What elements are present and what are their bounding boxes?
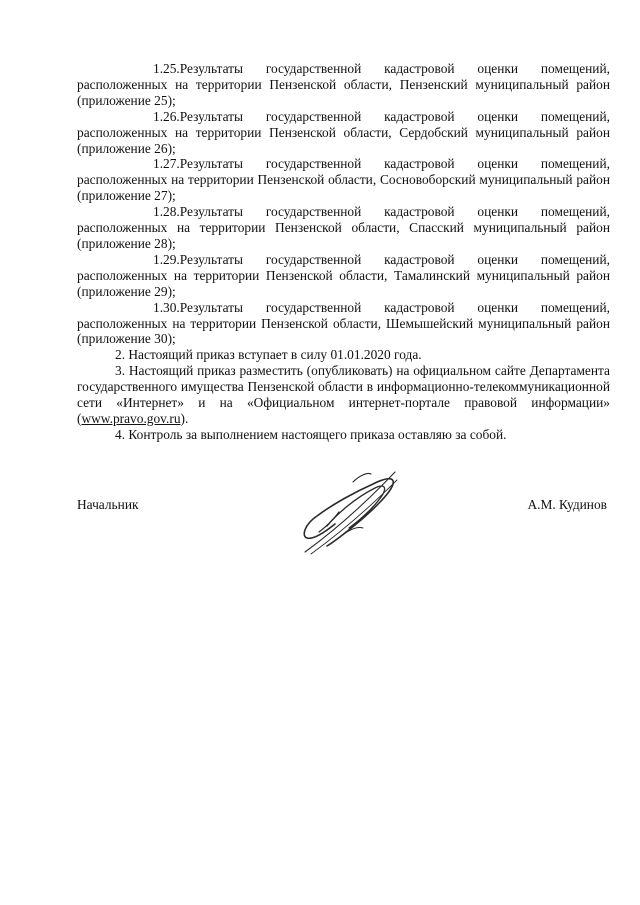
handwritten-signature bbox=[297, 466, 401, 558]
item-text: Результаты государственной кадастровой оценки помещений, расположенных на территории Пензенской области, Сердобский муниципальный район (приложение 26); bbox=[77, 108, 610, 156]
list-item-1-27 bbox=[77, 156, 610, 204]
item-number: 1.28. bbox=[153, 204, 180, 220]
point-3-text-end: ). bbox=[180, 410, 189, 426]
list-item-1-28 bbox=[77, 204, 610, 252]
item-text: Результаты государственной кадастровой оценки помещений, расположенных на территории Пензенской области, Шемышейский муниципальный район (приложение 30); bbox=[77, 299, 610, 347]
point-4-control: 4. Контроль за выполнением настоящего приказа оставляю за собой. bbox=[115, 426, 507, 442]
list-item-1-26 bbox=[77, 109, 610, 157]
point-2-effective-date: 2. Настоящий приказ вступает в силу 01.01.2020 года. bbox=[115, 347, 422, 363]
item-text: Результаты государственной кадастровой оценки помещений, расположенных на территории Пензенской области, Спасский муниципальный район (приложение 28); bbox=[77, 204, 610, 251]
list-item-1-25 bbox=[77, 61, 610, 109]
pravo-gov-link[interactable]: www.pravo.gov.ru bbox=[81, 410, 181, 426]
signer-name: А.М. Кудинов bbox=[527, 497, 607, 512]
document-body bbox=[77, 61, 610, 443]
point-3-publication bbox=[77, 363, 610, 427]
item-text: Результаты государственной кадастровой оценки помещений, расположенных на территории Пензенской области, Пензенский муниципальный район (приложение 25); bbox=[77, 61, 610, 108]
item-text: Результаты государственной кадастровой оценки помещений, расположенных на территории Пензенской области, Тамалинский муниципальный район (приложение 29); bbox=[77, 251, 610, 299]
item-number: 1.30. bbox=[153, 299, 180, 315]
item-number: 1.25. bbox=[153, 61, 180, 76]
list-item-1-30 bbox=[77, 300, 610, 348]
item-number: 1.27. bbox=[153, 156, 180, 172]
item-text: Результаты государственной кадастровой оценки помещений, расположенных на территории Пензенской области, Сосновоборский муниципальный район (приложение 27); bbox=[77, 156, 610, 204]
signer-title: Начальник bbox=[77, 497, 139, 512]
item-number: 1.29. bbox=[153, 251, 180, 267]
item-number: 1.26. bbox=[153, 108, 180, 124]
list-item-1-29 bbox=[77, 252, 610, 300]
point-3-text: 3. Настоящий приказ разместить (опубликовать) на официальном сайте Департамента государственного имущества Пензенской области в информационно-телекоммуникационной сети «Интернет» и на «Официальном интернет-портале правовой информации» ( bbox=[77, 363, 610, 426]
